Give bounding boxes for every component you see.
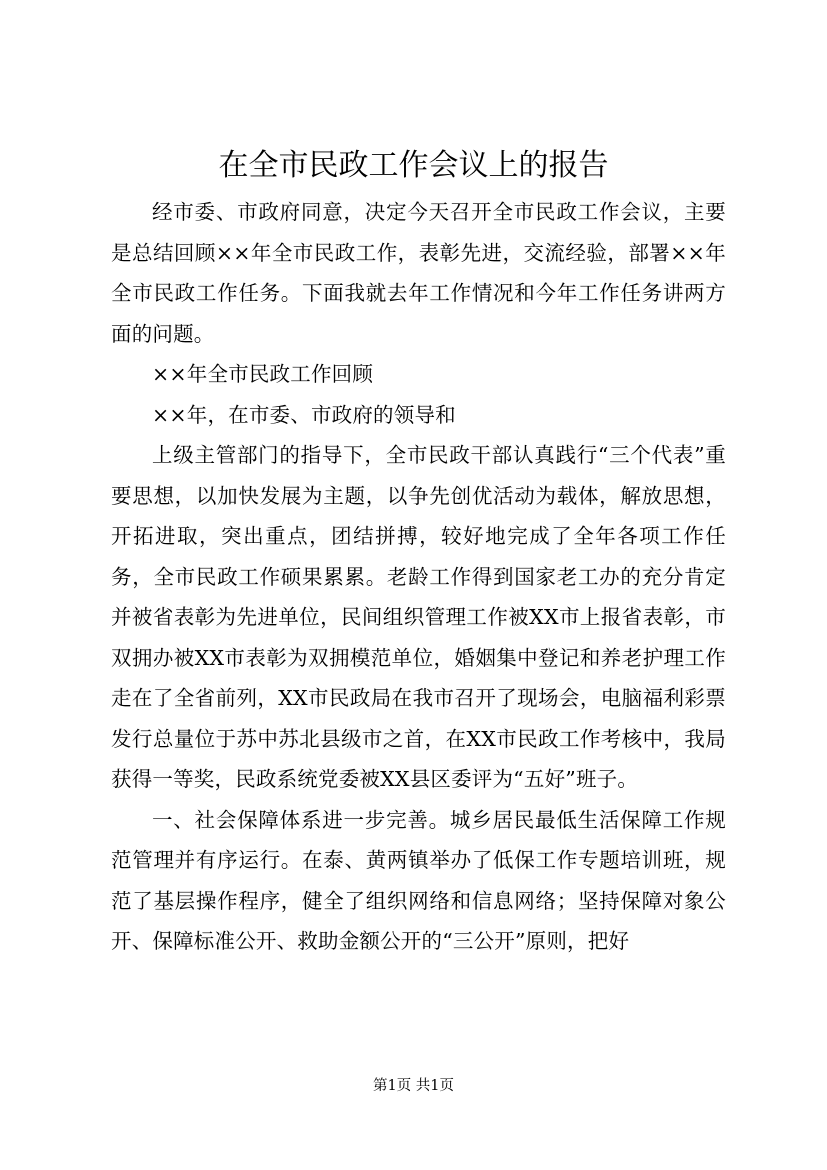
section-heading: ××年全市民政工作回顾 bbox=[152, 362, 374, 386]
document-body bbox=[111, 192, 726, 962]
paragraph: 上级主管部门的指导下，全市民政干部认真践行“三个代表”重要思想，以加快发展为主题，以争先创优活动为载体，解放思想，开拓进取，突出重点，团结拼搏，较好地完成了全年各项工作任务，全市民政工作硕果累累。老龄工作得到国家老工办的充分肯定并被省表彰为先进单位，民间组织管理工作被XX市上报省表彰，市双拥办被XX市表彰为双拥模范单位，婚姻集中登记和养老护理工作走在了全省前列，XX市民政局在我市召开了现场会，电脑福利彩票发行总量位于苏中苏北县级市之首，在XX市民政工作考核中，我局获得一等奖，民政系统党委被XX县区委评为“五好”班子。 bbox=[111, 443, 726, 791]
document-title: 在全市民政工作会议上的报告 bbox=[218, 148, 609, 183]
paragraph: 经市委、市政府同意，决定今天召开全市民政工作会议，主要是总结回顾××年全市民政工作，表彰先进，交流经验，部署××年全市民政工作任务。下面我就去年工作情况和今年工作任务讲两方面的问题。 bbox=[111, 200, 726, 346]
page-footer: 第1页 共1页 bbox=[372, 1078, 455, 1094]
paragraph: ××年，在市委、市政府的领导和 bbox=[152, 402, 456, 427]
paragraph: 一、社会保障体系进一步完善。城乡居民最低生活保障工作规范管理并有序运行。在泰、黄两镇举办了低保工作专题培训班，规范了基层操作程序，健全了组织网络和信息网络；坚持保障对象公开、保障标准公开、救助金额公开的“三公开”原则，把好 bbox=[111, 807, 726, 953]
